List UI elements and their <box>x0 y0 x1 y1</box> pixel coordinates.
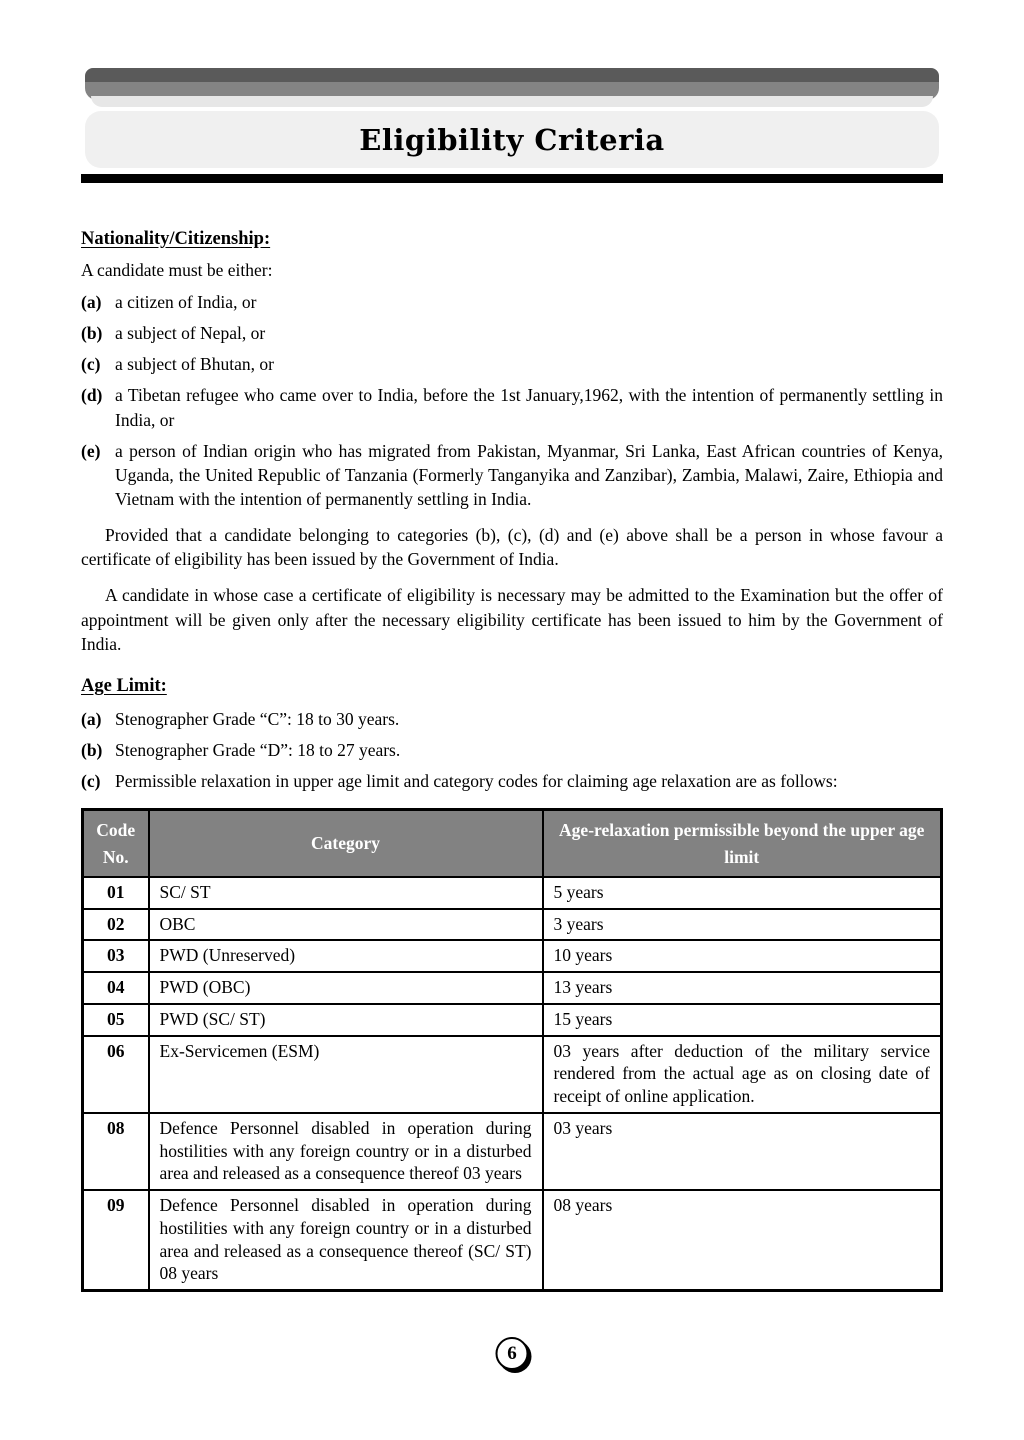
cell-category: PWD (SC/ ST) <box>149 1004 543 1036</box>
cell-code: 05 <box>83 1004 149 1036</box>
list-item-text: a Tibetan refugee who came over to India, before the 1st January,1962, with the intention of permanently settling in India, or <box>115 385 943 430</box>
header-age-relaxation: Age-relaxation permissible beyond the upper age limit <box>543 810 942 877</box>
list-item <box>81 738 943 762</box>
cell-category: OBC <box>149 909 543 941</box>
table-row <box>83 1113 942 1190</box>
cell-code: 06 <box>83 1036 149 1113</box>
list-item-text: a subject of Nepal, or <box>115 323 266 344</box>
cell-category: SC/ ST <box>149 877 543 909</box>
cell-relaxation: 5 years <box>543 877 942 909</box>
age-relaxation-table <box>81 808 943 1292</box>
cell-relaxation: 13 years <box>543 972 942 1004</box>
page-number: 6 <box>507 1342 517 1364</box>
nationality-section <box>81 229 943 656</box>
list-item-text: a citizen of India, or <box>115 292 257 312</box>
header-code-no: Code No. <box>83 810 149 877</box>
nationality-intro: A candidate must be either: <box>81 260 273 280</box>
cell-relaxation: 10 years <box>543 940 942 972</box>
table-row <box>83 1004 942 1036</box>
list-item-label: (b) <box>81 323 103 344</box>
cell-relaxation: 03 years after deduction of the military service rendered from the actual age as on closing date of receipt of online application. <box>543 1036 942 1113</box>
cell-relaxation: 08 years <box>543 1190 942 1291</box>
cell-category: Ex-Servicemen (ESM) <box>149 1036 543 1113</box>
list-item-label: (c) <box>81 354 101 375</box>
list-item-text: Permissible relaxation in upper age limit and category codes for claiming age relaxation are as follows: <box>115 771 838 792</box>
certificate-paragraph: A candidate in whose case a certificate of eligibility is necessary may be admitted to the Examination but the offer of appointment will be given only after the necessary eligibility certificate has been issued to him by the Government of India. <box>81 585 943 654</box>
list-item <box>81 321 943 345</box>
table-header-row <box>83 810 942 877</box>
cell-code: 08 <box>83 1113 149 1190</box>
cell-category: Defence Personnel disabled in operation during hostilities with any foreign country or in a disturbed area and released as a consequence thereof 03 years <box>149 1113 543 1190</box>
list-item-text: a subject of Bhutan, or <box>115 354 274 375</box>
table-row <box>83 909 942 941</box>
cell-category: PWD (Unreserved) <box>149 940 543 972</box>
cell-code: 02 <box>83 909 149 941</box>
table-row <box>83 1036 942 1113</box>
page-number-badge <box>496 1337 529 1370</box>
list-item <box>81 439 943 511</box>
header-bar-dark <box>85 68 939 82</box>
header-category: Category <box>149 810 543 877</box>
list-item-label: (d) <box>81 385 103 406</box>
cell-code: 01 <box>83 877 149 909</box>
table-row <box>83 877 942 909</box>
cell-code: 09 <box>83 1190 149 1291</box>
header-bar-echo <box>91 96 933 107</box>
table-row <box>83 940 942 972</box>
cell-code: 04 <box>83 972 149 1004</box>
list-item <box>81 290 943 314</box>
table-row <box>83 972 942 1004</box>
header-rule <box>81 174 943 183</box>
page-title: Eligibility Criteria <box>359 122 665 157</box>
proviso-paragraph: Provided that a candidate belonging to categories (b), (c), (d) and (e) above shall be a person in whose favour a certificate of eligibility has been issued by the Government of India. <box>81 525 943 570</box>
title-box <box>85 111 939 168</box>
list-item-label: (e) <box>81 440 101 461</box>
list-item-text: Stenographer Grade “D”: 18 to 27 years. <box>115 739 401 760</box>
list-item <box>81 352 943 376</box>
cell-relaxation: 15 years <box>543 1004 942 1036</box>
cell-relaxation: 3 years <box>543 909 942 941</box>
cell-code: 03 <box>83 940 149 972</box>
list-item-label: (a) <box>81 292 102 312</box>
table-row <box>83 1190 942 1291</box>
age-limit-heading: Age Limit: <box>81 675 167 696</box>
cell-category: PWD (OBC) <box>149 972 543 1004</box>
list-item <box>81 383 943 431</box>
list-item <box>81 769 943 793</box>
cell-relaxation: 03 years <box>543 1113 942 1190</box>
list-item-label: (b) <box>81 739 103 760</box>
list-item-label: (a) <box>81 708 102 729</box>
cell-category: Defence Personnel disabled in operation during hostilities with any foreign country or in a disturbed area and released as a consequence thereof (SC/ ST) 08 years <box>149 1190 543 1291</box>
list-item-text: Stenographer Grade “C”: 18 to 30 years. <box>115 708 400 729</box>
nationality-heading: Nationality/Citizenship: <box>81 229 271 249</box>
list-item-label: (c) <box>81 771 101 792</box>
list-item-text: a person of Indian origin who has migrated from Pakistan, Myanmar, Sri Lanka, East African countries of Kenya, Uganda, the United Republic of Tanzania (Formerly Tanganyika and Zanzibar), Zambia, Malawi, Zaire, Ethiopia and Vietnam with the intention of permanently settling in India. <box>115 440 943 509</box>
header-banner <box>0 68 1024 183</box>
list-item <box>81 707 943 731</box>
age-limit-section <box>81 676 943 1292</box>
